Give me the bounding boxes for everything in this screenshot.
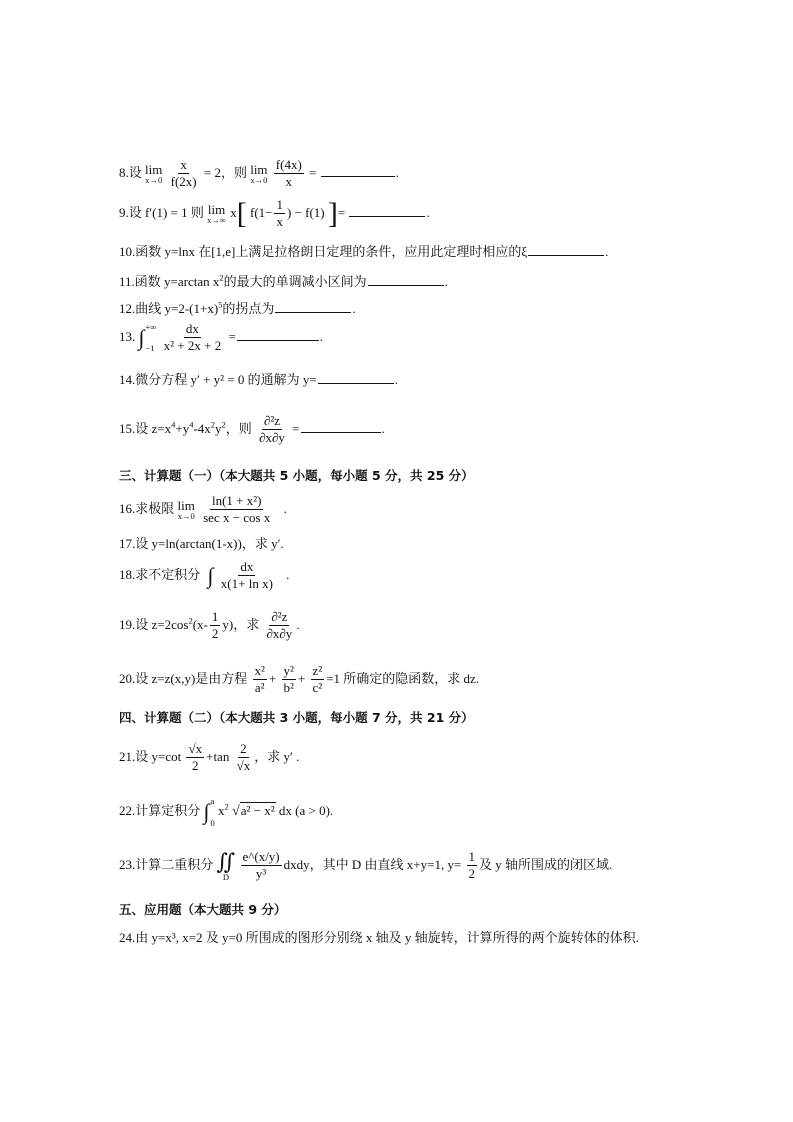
question-21: 21.设 y=cot $\frac{√x}{2}$ +tan $\frac{2}{√x}$ ，求 y′ . (119, 741, 300, 774)
q20-text: =1 所确定的隐函数，求 dz. (326, 670, 480, 686)
question-20: 20.设 z=z(x,y)是由方程 $\frac{\text{x²}}{\text{a²}}$ + $\frac{\text{y²}}{\text{b²}}$ + $\frac{\text{z²}}{\text{c²}}$ =1 所确定的隐函数，求 dz. (119, 663, 480, 696)
q20-prefix: 20.设 z=z(x,y)是由方程 (119, 670, 248, 686)
exponent: 2 (219, 272, 224, 283)
period: . (296, 616, 300, 632)
equals: = (292, 420, 300, 436)
period: . (444, 274, 448, 289)
equals: = (228, 328, 236, 344)
period: . (319, 328, 324, 344)
q21-text: ，求 y′ . (254, 748, 300, 764)
period: . (352, 301, 356, 316)
bracket: ] (327, 196, 338, 230)
answer-blank[interactable] (349, 204, 425, 217)
period: . (605, 244, 609, 259)
q19-prefix: 19.设 z=2cos (119, 616, 189, 632)
question-17: 17.设 y=ln(arctan(1-x))，求 y′. (119, 536, 284, 551)
q11-text: 的最大的单调减小区间为 (223, 274, 367, 289)
question-8 (119, 158, 399, 190)
exponent: 5 (218, 299, 223, 310)
limit: lim x→0 (145, 162, 163, 186)
q16-prefix: 16.求极限 (119, 500, 175, 516)
q11-prefix: 11.函数 y=arctan x (119, 274, 220, 289)
question-16 (119, 494, 287, 526)
fraction: $\frac{1}{2}$ (468, 849, 476, 882)
fraction: $\frac{\text{y²}}{\text{b²}}$ (283, 663, 294, 696)
q21-prefix: 21.设 y=cot (119, 748, 182, 764)
fraction: $\frac{f(4x)}{x}$ (275, 157, 302, 190)
period: . (381, 420, 385, 436)
q23-prefix: 23.计算二重积分 (119, 856, 214, 872)
answer-blank[interactable] (321, 164, 395, 177)
expression: ) − f(1) (286, 204, 325, 220)
fraction: $\frac{e\^{}(x/y)}{\text{y³}}$ (242, 849, 280, 882)
variable: x (230, 204, 237, 220)
q8-condition: = 2，则 (203, 164, 247, 180)
fraction: $\frac{1}{2}$ (211, 609, 219, 642)
question-18 (119, 560, 289, 592)
equals: = (309, 164, 317, 180)
equals: = (337, 204, 346, 220)
period: . (283, 500, 287, 516)
q13-prefix: 13. (119, 328, 136, 344)
answer-blank[interactable] (237, 328, 319, 341)
question-11 (119, 273, 448, 288)
integral: ∫ a 0 (203, 796, 215, 828)
answer-blank[interactable] (368, 273, 444, 286)
q14-text: 14.微分方程 y′ + y² = 0 的通解为 y= (119, 372, 317, 387)
q22-tail: dx (a > 0). (278, 802, 334, 818)
question-13 (119, 322, 323, 354)
integral-sign: ∫ (207, 562, 214, 588)
fraction: $\frac{2}{√x}$ (236, 741, 251, 774)
fraction: $\frac{x}{f(2x)}$ (170, 157, 197, 190)
question-23: 23.计算二重积分 ∬ D $\frac{e\^{}(x/y)}{\text{y³}}$ dxdy，其中 D 由直线 x+y=1, y= $\frac{1}{2}$ 及 y 轴所围成的闭区域. (119, 848, 613, 882)
integral: ∫ +∞ −1 (138, 321, 157, 354)
q8-prefix: 8.设 (119, 164, 142, 180)
limit: lim x→∞ (207, 202, 226, 226)
q12-text: 的拐点为 (222, 301, 275, 316)
sqrt-icon: √ (232, 803, 240, 819)
question-24: 24.由 y=x³, x=2 及 y=0 所围成的图形分别绕 x 轴及 y 轴旋转，计算所得的两个旋转体的体积. (119, 930, 639, 945)
period: . (426, 204, 430, 220)
question-10 (119, 243, 608, 258)
fraction: $\frac{\text{x²}}{\text{a²}}$ (254, 663, 265, 696)
question-14 (119, 371, 398, 386)
fraction: $\frac{dx}{\text{x(1+ ln x)}}$ (220, 559, 273, 592)
q9-prefix: 9.设 f′(1) = 1 则 (119, 204, 204, 220)
q22-prefix: 22.计算定积分 (119, 802, 201, 818)
answer-blank[interactable] (318, 371, 394, 384)
q12-prefix: 12.曲线 y=2-(1+x) (119, 301, 219, 316)
fraction: $\frac{√x}{2}$ (188, 741, 203, 774)
period: . (286, 566, 290, 582)
section-5-heading: 五、应用题（本大题共 9 分） (119, 902, 287, 917)
fraction: $\frac{\text{ln(1 + x²)}}{\text{sec x − cos x}}$ (203, 493, 271, 526)
fraction: $\frac{1}{x}$ (276, 197, 283, 230)
double-integral: ∬ D (216, 848, 236, 882)
question-22: 22.计算定积分 ∫ a 0 $x^2$ √a² − x² dx (a > 0). (119, 796, 334, 828)
question-9 (119, 198, 430, 230)
q18-prefix: 18.求不定积分 (119, 566, 201, 582)
question-19: 19.设 $z=2\cos^2(x-$ $\frac{1}{2}$ y)，求 $\frac{\text{∂²z}}{\partial x\partial y}$ . (119, 609, 300, 642)
answer-blank[interactable] (275, 300, 351, 313)
period: . (394, 372, 398, 387)
q15-prefix: 15.设 z=x (119, 420, 172, 436)
radicand: a² − x² (240, 802, 275, 818)
section-4-heading: 四、计算题（二）（本大题共 3 小题，每小题 7 分，共 21 分） (119, 710, 474, 725)
answer-blank[interactable] (528, 243, 604, 256)
fraction: $\frac{\text{z²}}{\text{c²}}$ (312, 663, 323, 696)
question-15: 15.设 $z=x^4+y^4-4x^2y^2$，则 $\frac{\text{∂²z}}{\partial x\partial y}$ = . (119, 413, 385, 446)
answer-blank[interactable] (301, 420, 381, 433)
fraction: $\frac{dx}{\text{x² + 2x + 2}}$ (163, 321, 222, 354)
question-12 (119, 300, 356, 315)
limit: lim x→0 (177, 498, 195, 522)
limit: lim x→0 (250, 162, 268, 186)
bracket: [ (236, 196, 247, 230)
fraction: $\frac{\text{∂²z}}{\partial x\partial y}$ (266, 609, 293, 642)
fraction: $\frac{\text{∂²z}}{\partial x\partial y}$ (259, 413, 285, 446)
section-3-heading: 三、计算题（一）（本大题共 5 小题，每小题 5 分，共 25 分） (119, 468, 474, 483)
q23-text: 及 y 轴所围成的闭区域. (479, 856, 613, 872)
expression: f(1− (249, 204, 273, 220)
period: . (395, 164, 399, 180)
q10-text: 10.函数 y=lnx 在[1,e]上满足拉格朗日定理的条件，应用此定理时相应的ξ (119, 244, 528, 259)
